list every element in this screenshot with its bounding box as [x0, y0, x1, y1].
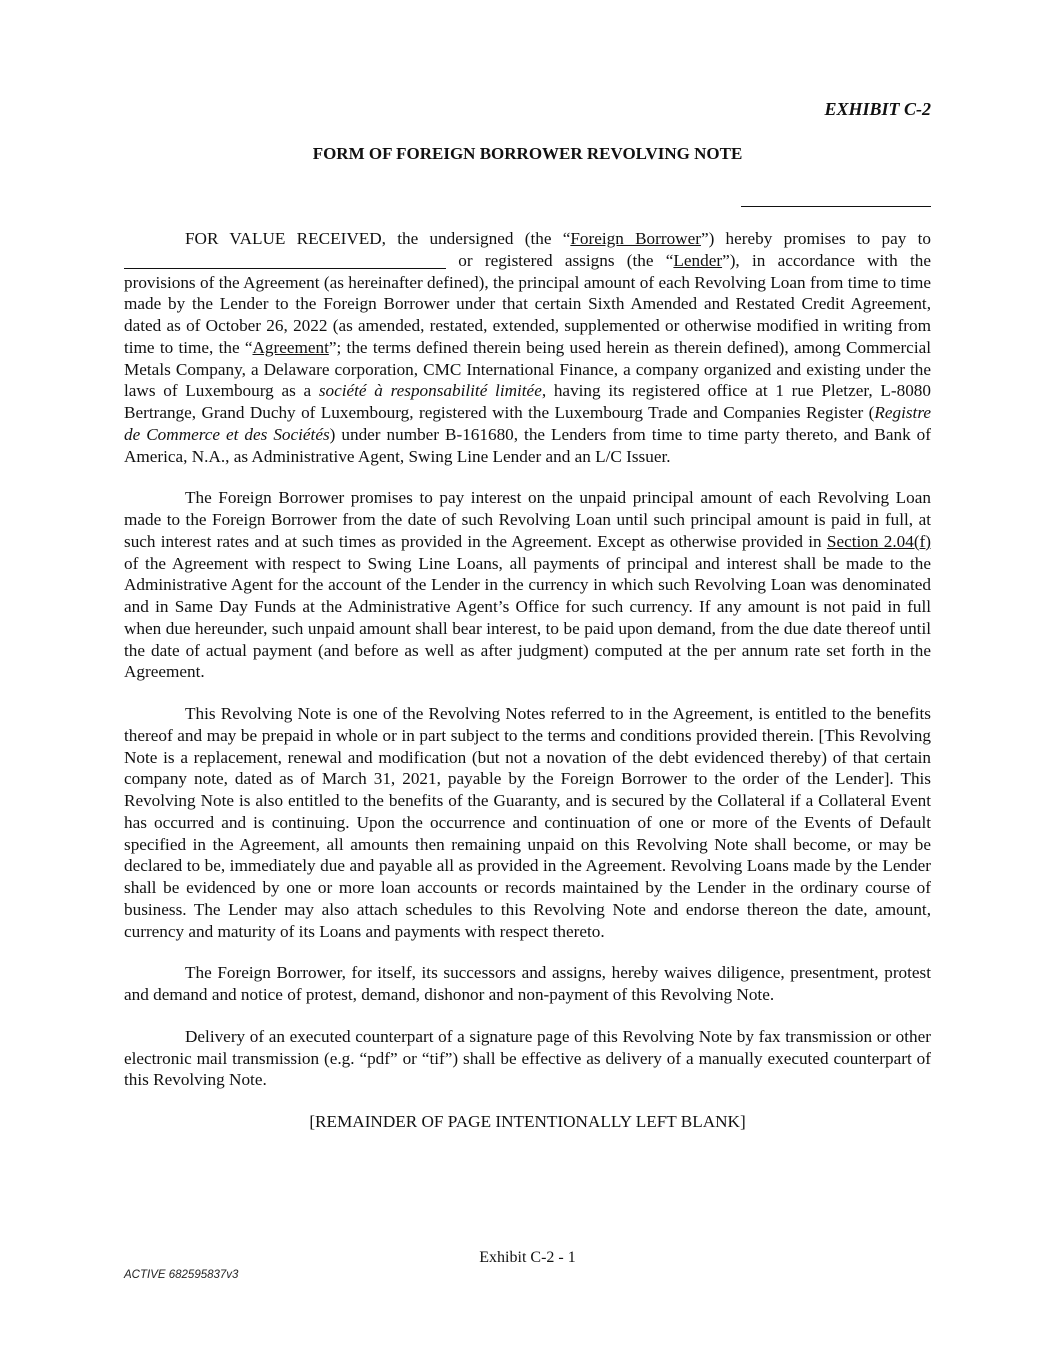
p2-text-b: of the Agreement with respect to Swing Line Loans, all payments of principal and interest shall be made to the Administrative Agent for the account of the Lender in the currency in which such Revolving Loan was denominated and in Same Day Funds at the Administrative Agent’s Office for such currency. If any amount is not paid in full when due hereunder, such unpaid amount shall bear interest, to be paid upon demand, from the due date thereof until the date of actual payment (and before as well as after judgment) computed at the per annum rate set forth in the Agreement. — [124, 553, 931, 682]
footer-doc-id: ACTIVE 682595837v3 — [124, 1269, 239, 1281]
date-blank-line — [741, 206, 931, 207]
exhibit-label: EXHIBIT C-2 — [824, 99, 931, 119]
defined-term-agreement: Agreement — [252, 337, 329, 357]
document-title: FORM OF FOREIGN BORROWER REVOLVING NOTE — [312, 144, 743, 163]
footer-page-label: Exhibit C-2 - 1 — [479, 1249, 576, 1266]
paragraph-promise-to-pay — [124, 228, 931, 467]
payee-blank-line — [124, 252, 446, 269]
p1-text-b: ”) hereby promises to pay to — [700, 229, 931, 248]
document-body — [124, 228, 931, 1133]
remainder-notice: [REMAINDER OF PAGE INTENTIONALLY LEFT BLANK] — [309, 1112, 746, 1131]
defined-term-lender: Lender — [673, 250, 723, 270]
p1-text-c: or registered assigns (the “ — [446, 250, 674, 270]
p1-text-a: FOR VALUE RECEIVED, the undersigned (the “ — [185, 229, 571, 248]
p1-text-g: ) under number B-161680, the Lenders from time to time party thereto, and Bank of America, N.A., as Administrative Agent, Swing Line Lender and an L/C Issuer. — [124, 424, 931, 466]
p1-text-f: , having its registered office at 1 rue Pletzer, L-8080 Bertrange, Grand Duchy of Luxembourg, registered with the Luxembourg Trade and Companies Register ( — [124, 381, 931, 422]
p1-text-e: ”; the terms defined therein being used herein as therein defined), among Commercial Metals Company, a Delaware corporation, CMC International Finance, a company organized and existing under the laws of Luxembourg as a — [124, 337, 931, 401]
paragraph-revolving-notes: This Revolving Note is one of the Revolving Notes referred to in the Agreement, is entitled to the benefits thereof and may be prepaid in whole or in part subject to the terms and conditions provided therein. [This Revolving Note is a replacement, renewal and modification (but not a novation of the debt evidenced thereby) of that certain company note, dated as of March 31, 2021, payable by the Foreign Borrower to the order of the Lender]. This Revolving Note is also entitled to the benefits of the Guaranty, and is secured by the Collateral if a Collateral Event has occurred and is continuing. Upon the occurrence and continuation of one or more of the Events of Default specified in the Agreement, all amounts then remaining unpaid on this Revolving Note shall become, or may be declared to be, immediately due and payable all as provided in the Agreement. Revolving Loans made by the Lender shall be evidenced by one or more loan accounts or records maintained by the Lender in the ordinary course of business. The Lender may also attach schedules to this Revolving Note and endorse thereon the date, amount, currency and maturity of its Loans and payments with respect thereto. — [124, 704, 931, 941]
paragraph-counterpart-delivery: Delivery of an executed counterpart of a signature page of this Revolving Note by fax transmission or other electronic mail transmission (e.g. “pdf” or “tif”) shall be effective as delivery of a manually executed counterpart of this Revolving Note. — [124, 1026, 931, 1090]
defined-term-foreign-borrower: Foreign Borrower — [570, 229, 701, 248]
italic-societe: société à responsabilité limitée — [318, 381, 542, 401]
italic-registre: Registre de Commerce et des Sociétés — [124, 403, 931, 444]
p1-text-d: ”), in accordance with the provisions of the Agreement (as hereinafter defined), the principal amount of each Revolving Loan from time to time made by the Lender to the Foreign Borrower under that certain Sixth Amended and Restated Credit Agreement, dated as of October 26, 2022 (as amended, restated, extended, supplemented or otherwise modified in writing from time to time, the “ — [124, 250, 931, 357]
paragraph-waiver: The Foreign Borrower, for itself, its successors and assigns, hereby waives diligence, presentment, protest and demand and notice of protest, demand, dishonor and non-payment of this Revolving Note. — [124, 963, 931, 1004]
section-reference: Section 2.04(f) — [826, 531, 931, 551]
p2-text-a: The Foreign Borrower promises to pay interest on the unpaid principal amount of each Revolving Loan made to the Foreign Borrower from the date of such Revolving Loan until such principal amount is paid in full, at such interest rates and at such times as provided in the Agreement. Except as otherwise provided in — [124, 488, 931, 551]
paragraph-interest — [124, 487, 931, 683]
